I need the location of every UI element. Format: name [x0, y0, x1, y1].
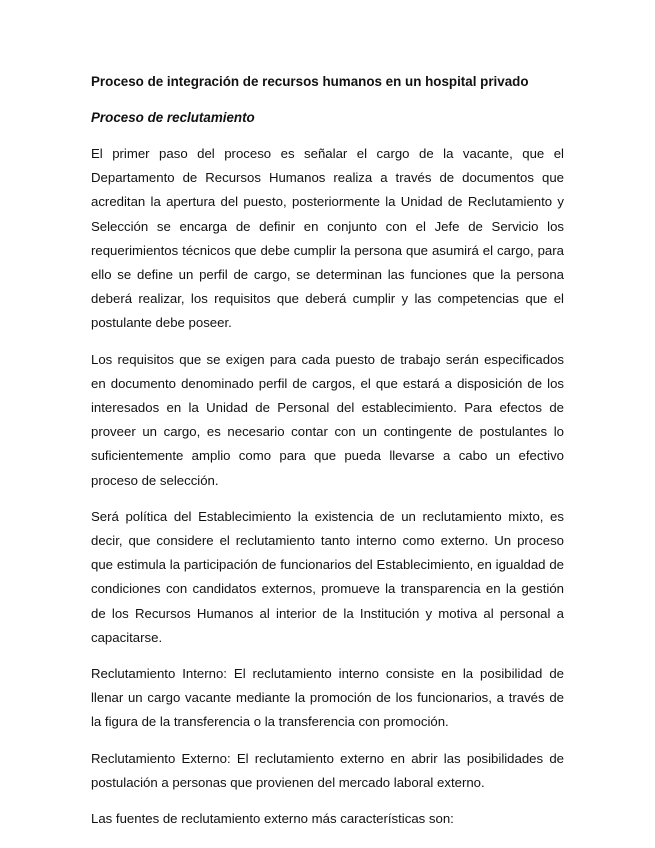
- paragraph-requirements: Los requisitos que se exigen para cada puesto de trabajo serán especificados en documento denominado perfil de cargos, el que estará a disposición de los interesados en la Unidad de Personal del establecimiento. Para efectos de proveer un cargo, es necesario contar con un contingente de postulantes lo suficientemente amplio como para que pueda llevarse a cabo un efectivo proceso de selección.: [91, 351, 564, 488]
- paragraph-vacancy: El primer paso del proceso es señalar el cargo de la vacante, que el Departamento de Recursos Humanos realiza a través de documentos que acreditan la apertura del puesto, posteriormente la Unidad de Reclutamiento y Selección se encarga de definir en conjunto con el Jefe de Servicio los requerimientos técnicos que debe cumplir la persona que asumirá el cargo, para ello se define un perfil de cargo, se determinan las funciones que la persona deberá realizar, los requisitos que deberá cumplir y las competencias que el postulante debe poseer.: [91, 146, 564, 331]
- section-title: Proceso de reclutamiento: [91, 110, 255, 125]
- document-page: [91, 70, 564, 843]
- paragraph-external-sources: Las fuentes de reclutamiento externo más características son:: [91, 811, 454, 827]
- document-title: Proceso de integración de recursos humanos en un hospital privado: [91, 74, 529, 89]
- paragraph-external-recruitment: Reclutamiento Externo: El reclutamiento externo en abrir las posibilidades de postulación a personas que provienen del mercado laboral externo.: [91, 750, 564, 790]
- paragraph-internal-recruitment: Reclutamiento Interno: El reclutamiento interno consiste en la posibilidad de llenar un cargo vacante mediante la promoción de los funcionarios, a través de la figura de la transferencia o la transferencia con promoción.: [91, 666, 564, 730]
- paragraph-mixed-recruitment: Será política del Establecimiento la existencia de un reclutamiento mixto, es decir, que considere el reclutamiento tanto interno como externo. Un proceso que estimula la participación de funcionarios del Establecimiento, en igualdad de condiciones con candidatos externos, promueve la transparencia en la gestión de los Recursos Humanos al interior de la Institución y motiva al personal a capacitarse.: [91, 508, 564, 645]
